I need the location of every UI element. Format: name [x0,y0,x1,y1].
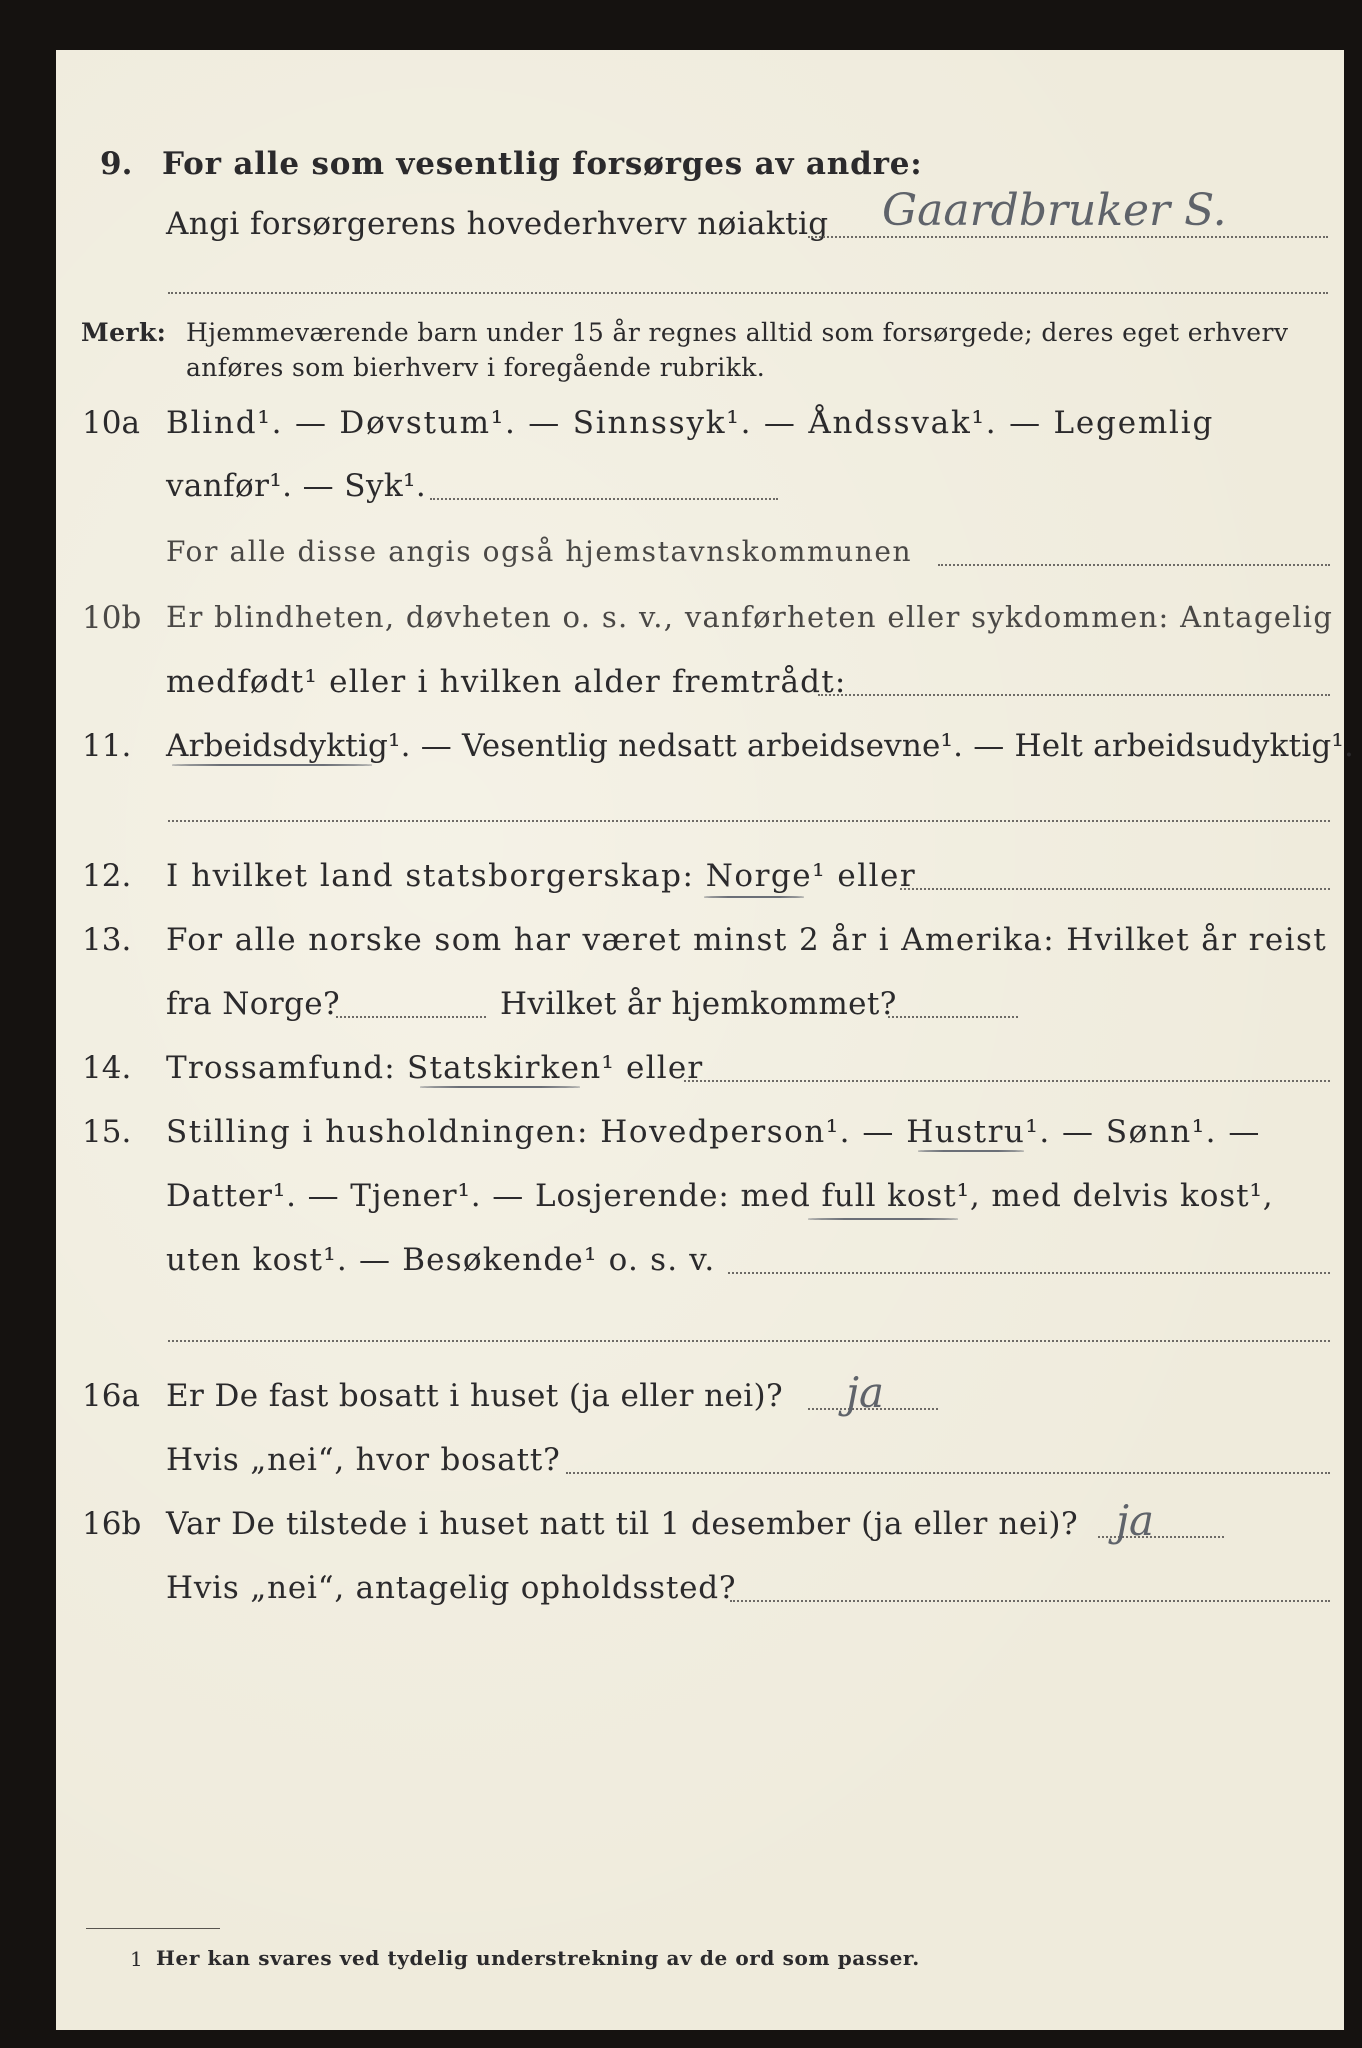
q10a-line-1: Blind¹. — Døvstum¹. — Sinnssyk¹. — Åndssvak¹. — Legemlig [166,405,1215,441]
q9-answer-line [808,236,1328,238]
footnote-mark: 1 [130,1947,144,1971]
q9-heading: For alle som vesentlig forsørges av andre: [162,146,923,182]
q10b-line-1: Er blindheten, døvheten o. s. v., vanførheten eller sykdommen: Antagelig [166,600,1334,634]
footnote-text: Her kan svares ved tydelig understrekning av de ord som passer. [156,1946,920,1970]
q9-extra-line [168,292,1328,294]
q12-handwritten-underline [704,896,804,898]
q15-number: 15. [82,1114,132,1150]
merk-label: Merk: [81,318,167,347]
q16a-line-2: Hvis „nei“, hvor bosatt? [166,1442,561,1478]
q10b-line-2: medfødt¹ eller i hvilken alder fremtrådt: [166,664,847,700]
q11-handwritten-underline [172,764,372,766]
q11-extra-line [168,820,1330,822]
q9-number: 9. [100,146,133,182]
census-form-page [56,50,1355,2030]
q13-line-2a: fra Norge? [166,986,341,1022]
q16a-handwritten-answer: ja [846,1368,885,1417]
q16a-number: 16a [82,1378,140,1414]
q13-line-1: For alle norske som har været minst 2 år i Amerika: Hvilket år reist [166,922,1328,958]
q16a-bosatt-line [566,1472,1330,1474]
q15-answer-line [728,1272,1330,1274]
q15-line-3: uten kost¹. — Besøkende¹ o. s. v. [166,1242,716,1278]
q15-full-kost-underline [808,1218,958,1220]
q9-handwritten-answer: Gaardbruker S. [882,185,1227,236]
q14-answer-line [684,1080,1330,1082]
q12-number: 12. [82,858,132,894]
footnote-rule [86,1928,220,1929]
q15-extra-line [168,1340,1330,1342]
q10a-line-2: vanfør¹. — Syk¹. [166,468,427,504]
q16b-opholdssted-line [730,1600,1330,1602]
q13-number: 13. [82,922,132,958]
q9-prompt: Angi forsørgerens hovederhverv nøiaktig [166,206,829,242]
q12-line-1: I hvilket land statsborgerskap: Norge¹ eller [166,858,917,894]
q11-line-1: Arbeidsdyktig¹. — Vesentlig nedsatt arbeidsevne¹. — Helt arbeidsudyktig¹. [166,728,1355,764]
q16b-line-1: Var De tilstede i huset natt til 1 desember (ja eller nei)? [166,1506,1079,1542]
q10b-number: 10b [82,600,142,636]
q16b-line-2: Hvis „nei“, antagelig opholdssted? [166,1570,737,1606]
q14-line-1: Trossamfund: Statskirken¹ eller [166,1050,704,1086]
q13-line-2b: Hvilket år hjemkommet? [500,986,897,1022]
merk-line-1: Hjemmeværende barn under 15 år regnes alltid som forsørgede; deres eget erhverv [186,318,1289,347]
q16b-handwritten-answer: ja [1116,1496,1155,1545]
q16b-number: 16b [82,1506,142,1542]
q12-answer-line [900,888,1330,890]
q15-hustru-underline [918,1150,1024,1152]
q15-line-1: Stilling i husholdningen: Hovedperson¹. — Hustru¹. — Sønn¹. — [166,1114,1261,1150]
q13-hjemkommet-line [888,1016,1018,1018]
q14-number: 14. [82,1050,132,1086]
q10b-answer-line [818,694,1330,696]
q14-handwritten-underline [420,1086,580,1088]
q15-line-2: Datter¹. — Tjener¹. — Losjerende: med full kost¹, med delvis kost¹, [166,1178,1274,1214]
q16a-line-1: Er De fast bosatt i huset (ja eller nei)? [166,1378,784,1414]
merk-line-2: anføres som bierhverv i foregående rubrikk. [186,353,766,382]
q11-number: 11. [82,728,132,764]
q10a-kommune-line [938,564,1330,566]
q13-reist-line [336,1016,486,1018]
q10a-syk-line [430,498,778,500]
q10a-line-3: For alle disse angis også hjemstavnskommunen [166,535,913,568]
q10a-number: 10a [82,405,140,441]
